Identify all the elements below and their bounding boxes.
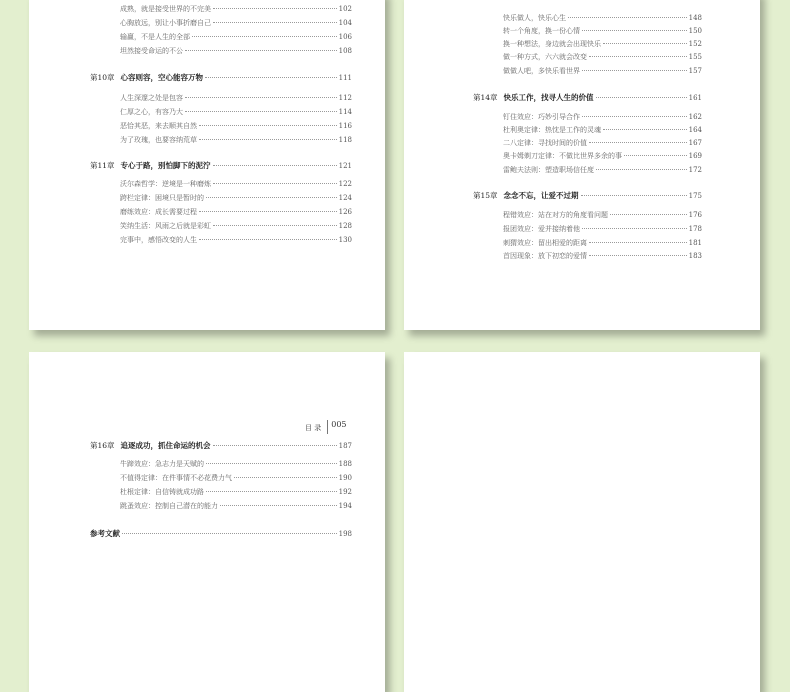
dot-leader bbox=[213, 183, 337, 184]
toc-entry-page: 164 bbox=[688, 126, 702, 134]
toc-entry[interactable] bbox=[120, 4, 352, 17]
toc-entry[interactable] bbox=[503, 210, 702, 223]
toc-entry[interactable] bbox=[503, 138, 702, 151]
toc-entry-page: 172 bbox=[688, 166, 702, 174]
toc-entry-title: 雷鲍夫法则：塑造职场信任度 bbox=[503, 166, 594, 174]
toc-entry-page: 169 bbox=[688, 152, 702, 160]
dot-leader bbox=[596, 169, 687, 170]
dot-leader bbox=[213, 22, 337, 23]
toc-page-top-right bbox=[404, 0, 760, 330]
toc-entry[interactable] bbox=[120, 459, 352, 472]
dot-leader bbox=[199, 211, 337, 212]
toc-entry-title: 转一个角度，换一份心情 bbox=[503, 27, 580, 35]
toc-entry-title: 沃尔森哲学：逆境是一种磨炼 bbox=[120, 180, 211, 188]
toc-page-bottom-left bbox=[29, 352, 385, 692]
toc-entry-title: 人生深邃之处是包容 bbox=[120, 94, 183, 102]
dot-leader bbox=[185, 111, 337, 112]
toc-entry-page: 183 bbox=[688, 252, 702, 260]
toc-entry-title: 首因现象：放下初恋的爱情 bbox=[503, 252, 587, 260]
dot-leader bbox=[582, 116, 687, 117]
toc-entry-page: 181 bbox=[688, 239, 702, 247]
blank-page-bottom-right bbox=[404, 352, 760, 692]
toc-entry[interactable] bbox=[120, 221, 352, 234]
toc-entry[interactable] bbox=[503, 125, 702, 138]
toc-entry-page: 130 bbox=[338, 236, 352, 244]
toc-page-top-left bbox=[29, 0, 385, 330]
toc-entry-title: 报团效应：爱并接纳着他 bbox=[503, 225, 580, 233]
toc-entry-title: 为了玫瑰，也要容纳荒草 bbox=[120, 136, 197, 144]
toc-entry[interactable] bbox=[120, 32, 352, 45]
dot-leader bbox=[206, 463, 337, 464]
dot-leader bbox=[582, 70, 687, 71]
chapter-heading bbox=[90, 440, 211, 451]
toc-entry[interactable] bbox=[120, 473, 352, 486]
chapter-page: 111 bbox=[338, 74, 352, 82]
chapter-number: 第15章 bbox=[473, 191, 498, 200]
dot-leader bbox=[603, 129, 687, 130]
toc-entry-page: 192 bbox=[338, 488, 352, 496]
running-header-title: 目 录 bbox=[305, 424, 322, 432]
toc-entry-page: 148 bbox=[688, 14, 702, 22]
toc-entry-page: 167 bbox=[688, 139, 702, 147]
toc-chapter-11[interactable] bbox=[90, 160, 352, 173]
dot-leader bbox=[568, 17, 687, 18]
dot-leader bbox=[589, 255, 687, 256]
chapter-title: 专心于路，别怕脚下的泥泞 bbox=[120, 161, 211, 170]
toc-chapter-10[interactable] bbox=[90, 72, 352, 85]
toc-entry-page: 155 bbox=[688, 53, 702, 61]
chapter-heading bbox=[90, 72, 203, 83]
chapter-title: 念念不忘，让爱不过期 bbox=[503, 191, 579, 200]
chapter-page: 121 bbox=[338, 162, 352, 170]
dot-leader bbox=[589, 56, 687, 57]
toc-entry-title: 二八定律：寻找时间的价值 bbox=[503, 139, 587, 147]
toc-entry-title: 奥卡姆剃刀定律：不做比世界多余的事 bbox=[503, 152, 622, 160]
toc-entry-title: 杜根定律：自信铸就成功路 bbox=[120, 488, 204, 496]
toc-entry[interactable] bbox=[503, 26, 702, 39]
toc-entry[interactable] bbox=[120, 46, 352, 59]
toc-entry[interactable] bbox=[503, 112, 702, 125]
dot-leader bbox=[603, 43, 687, 44]
toc-entry[interactable] bbox=[503, 13, 702, 26]
toc-entry[interactable] bbox=[503, 165, 702, 178]
toc-entry-page: 116 bbox=[338, 122, 352, 130]
toc-entry-title: 刺猬效应：留出相爱的距离 bbox=[503, 239, 587, 247]
running-header-page-number: 005 bbox=[327, 420, 346, 434]
toc-entry[interactable] bbox=[120, 121, 352, 134]
toc-entry[interactable] bbox=[120, 501, 352, 514]
dot-leader bbox=[234, 477, 337, 478]
chapter-page: 175 bbox=[688, 192, 702, 200]
chapter-number: 第11章 bbox=[90, 161, 115, 170]
references-title: 参考文献 bbox=[90, 529, 120, 538]
toc-entry[interactable] bbox=[503, 224, 702, 237]
toc-entry-title: 笑纳生活：风雨之后就是彩虹 bbox=[120, 222, 211, 230]
toc-entry[interactable] bbox=[120, 207, 352, 220]
chapter-title: 追逐成功，抓住命运的机会 bbox=[120, 441, 211, 450]
dot-leader bbox=[220, 505, 337, 506]
dot-leader bbox=[213, 165, 337, 166]
dot-leader bbox=[205, 77, 337, 78]
toc-entry-page: 152 bbox=[688, 40, 702, 48]
toc-entry-page: 176 bbox=[688, 211, 702, 219]
toc-entry-page: 108 bbox=[338, 47, 352, 55]
toc-entry-title: 不值得定律：在件事情不必花费力气 bbox=[120, 474, 232, 482]
chapter-number: 第16章 bbox=[90, 441, 115, 450]
dot-leader bbox=[122, 533, 337, 534]
toc-entry-title: 牛蹄效应：急志力是天赋的 bbox=[120, 460, 204, 468]
toc-entry-page: 190 bbox=[338, 474, 352, 482]
dot-leader bbox=[213, 8, 337, 9]
toc-entry[interactable] bbox=[503, 238, 702, 251]
toc-entry-page: 104 bbox=[338, 19, 352, 27]
chapter-page: 161 bbox=[688, 94, 702, 102]
dot-leader bbox=[199, 125, 337, 126]
dot-leader bbox=[199, 139, 337, 140]
toc-entry-title: 钉住效应：巧妙引导合作 bbox=[503, 113, 580, 121]
toc-entry[interactable] bbox=[503, 52, 702, 65]
toc-chapter-16[interactable] bbox=[90, 440, 352, 453]
toc-entry-page: 114 bbox=[338, 108, 352, 116]
toc-entry[interactable] bbox=[120, 107, 352, 120]
toc-entry-title: 仁厚之心，有容乃大 bbox=[120, 108, 183, 116]
toc-entry-title: 做做人吧，多快乐看世界 bbox=[503, 67, 580, 75]
toc-entry[interactable] bbox=[503, 151, 702, 164]
toc-entry[interactable] bbox=[120, 487, 352, 500]
toc-entry[interactable] bbox=[503, 251, 702, 264]
toc-entry[interactable] bbox=[120, 179, 352, 192]
dot-leader bbox=[582, 228, 687, 229]
toc-entry-title: 输赢，不是人生的全部 bbox=[120, 33, 190, 41]
chapter-number: 第10章 bbox=[90, 73, 115, 82]
toc-entry-title: 坦然接受命运的不公 bbox=[120, 47, 183, 55]
toc-entry-page: 150 bbox=[688, 27, 702, 35]
dot-leader bbox=[589, 142, 687, 143]
toc-entry-page: 188 bbox=[338, 460, 352, 468]
toc-entry-title: 恶恰其恶，来去顺其自然 bbox=[120, 122, 197, 130]
toc-entry-title: 完事中，感悟改变的人生 bbox=[120, 236, 197, 244]
toc-entry-page: 157 bbox=[688, 67, 702, 75]
toc-entry[interactable] bbox=[120, 135, 352, 148]
dot-leader bbox=[624, 155, 687, 156]
toc-entry[interactable] bbox=[503, 39, 702, 52]
dot-leader bbox=[581, 195, 687, 196]
chapter-page: 187 bbox=[338, 442, 352, 450]
toc-entry[interactable] bbox=[503, 66, 702, 79]
chapter-title: 心容则容，空心能容万物 bbox=[120, 73, 204, 82]
toc-entry-page: 178 bbox=[688, 225, 702, 233]
toc-entry-page: 112 bbox=[338, 94, 352, 102]
dot-leader bbox=[582, 30, 687, 31]
toc-entry-page: 126 bbox=[338, 208, 352, 216]
dot-leader bbox=[589, 242, 687, 243]
toc-entry-title: 跨栏定律：困境只是暂时的 bbox=[120, 194, 204, 202]
toc-entry-title: 杜利奥定律：热忱是工作的灵魂 bbox=[503, 126, 601, 134]
toc-entry-title: 快乐做人，快乐心生 bbox=[503, 14, 566, 22]
toc-chapter-14[interactable] bbox=[473, 92, 702, 105]
toc-entry-page: 128 bbox=[338, 222, 352, 230]
references-page: 198 bbox=[338, 530, 352, 538]
chapter-number: 第14章 bbox=[473, 93, 498, 102]
toc-entry-page: 122 bbox=[338, 180, 352, 188]
toc-entry-page: 106 bbox=[338, 33, 352, 41]
chapter-heading bbox=[473, 190, 579, 201]
chapter-title: 快乐工作，找寻人生的价值 bbox=[503, 93, 594, 102]
dot-leader bbox=[185, 50, 337, 51]
dot-leader bbox=[596, 97, 687, 98]
toc-entry-page: 124 bbox=[338, 194, 352, 202]
toc-entry-title: 成熟，就是接受世界的不完美 bbox=[120, 5, 211, 13]
toc-entry-page: 102 bbox=[338, 5, 352, 13]
chapter-heading bbox=[90, 160, 211, 171]
dot-leader bbox=[185, 97, 337, 98]
toc-entry[interactable] bbox=[120, 193, 352, 206]
dot-leader bbox=[206, 491, 337, 492]
toc-entry-page: 194 bbox=[338, 502, 352, 510]
dot-leader bbox=[206, 197, 337, 198]
chapter-heading bbox=[473, 92, 594, 103]
toc-entry-page: 118 bbox=[338, 136, 352, 144]
toc-entry[interactable] bbox=[120, 93, 352, 106]
toc-references[interactable] bbox=[90, 528, 352, 541]
toc-entry-page: 162 bbox=[688, 113, 702, 121]
dot-leader bbox=[610, 214, 687, 215]
dot-leader bbox=[192, 36, 337, 37]
toc-entry-title: 程错效应：站在对方的角度看问题 bbox=[503, 211, 608, 219]
toc-chapter-15[interactable] bbox=[473, 190, 702, 203]
dot-leader bbox=[213, 225, 337, 226]
toc-entry-title: 换一种想法，身边就会出现快乐 bbox=[503, 40, 601, 48]
toc-entry-title: 跳蚤效应：控制自己潜在的能力 bbox=[120, 502, 218, 510]
dot-leader bbox=[213, 445, 337, 446]
dot-leader bbox=[199, 239, 337, 240]
toc-entry[interactable] bbox=[120, 18, 352, 31]
toc-entry-title: 心胸放远，别让小事折磨自己 bbox=[120, 19, 211, 27]
toc-entry[interactable] bbox=[120, 235, 352, 248]
running-header bbox=[305, 420, 347, 434]
toc-entry-title: 磨练效应：成长需要过程 bbox=[120, 208, 197, 216]
toc-entry-title: 做一种方式，六六就会改变 bbox=[503, 53, 587, 61]
